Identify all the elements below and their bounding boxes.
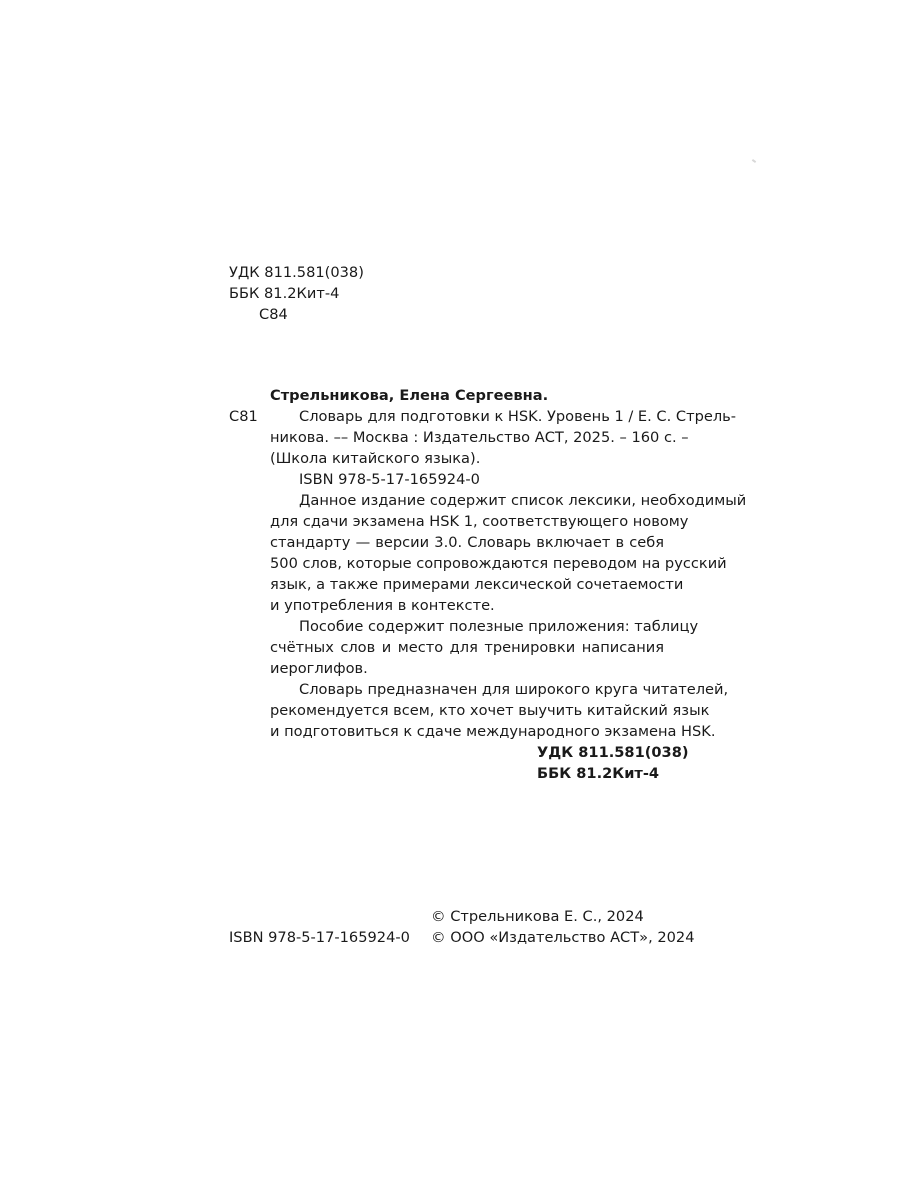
copyright-publisher: © ООО «Издательство АСТ», 2024 xyxy=(431,929,695,946)
record-udk: УДК 811.581(038) xyxy=(537,744,689,761)
abstract-line: Словарь предназначен для широкого круга читателей, xyxy=(299,681,729,698)
abstract-line: и подготовиться к сдаче международного экзамена HSK. xyxy=(270,723,716,740)
top-author-mark: С84 xyxy=(259,306,288,323)
abstract-line: Пособие содержит полезные приложения: таблицу xyxy=(299,618,699,635)
author-heading: Стрельникова, Елена Сергеевна. xyxy=(270,387,549,404)
footer-isbn: ISBN 978-5-17-165924-0 xyxy=(229,929,410,946)
abstract-line: для сдачи экзамена HSK 1, соответствующего новому xyxy=(270,513,689,530)
title-line: (Школа китайского языка). xyxy=(270,450,481,467)
record-bbk: ББК 81.2Кит-4 xyxy=(537,765,660,782)
record-isbn: ISBN 978-5-17-165924-0 xyxy=(299,471,480,488)
abstract-line: иероглифов. xyxy=(270,660,368,677)
abstract-line: язык, а также примерами лексической сочетаемости xyxy=(270,576,684,593)
abstract-paragraph-2 xyxy=(270,616,699,679)
title-line: никова. –– Москва : Издательство АСТ, 2025. – 160 с. – xyxy=(270,429,689,446)
abstract-line: счётных слов и место для тренировки написания xyxy=(270,639,664,656)
abstract-line: стандарту — версии 3.0. Словарь включает в себя xyxy=(270,534,664,551)
scan-speck xyxy=(752,159,756,163)
abstract-line: 500 слов, которые сопровождаются переводом на русский xyxy=(270,555,727,572)
abstract-paragraph-3 xyxy=(270,679,729,742)
top-udk: УДК 811.581(038) xyxy=(229,264,364,281)
abstract-line: рекомендуется всем, кто хочет выучить китайский язык xyxy=(270,702,710,719)
title-block xyxy=(270,406,737,469)
copyright-author: © Стрельникова Е. С., 2024 xyxy=(431,908,644,925)
abstract-line: и употребления в контексте. xyxy=(270,597,495,614)
top-bbk: ББК 81.2Кит-4 xyxy=(229,285,340,302)
abstract-line: Данное издание содержит список лексики, необходимый xyxy=(299,492,747,509)
title-line: Словарь для подготовки к HSK. Уровень 1 / Е. С. Стрель- xyxy=(299,408,737,425)
shelf-code: С81 xyxy=(229,408,258,425)
abstract-paragraph-1 xyxy=(270,490,747,616)
